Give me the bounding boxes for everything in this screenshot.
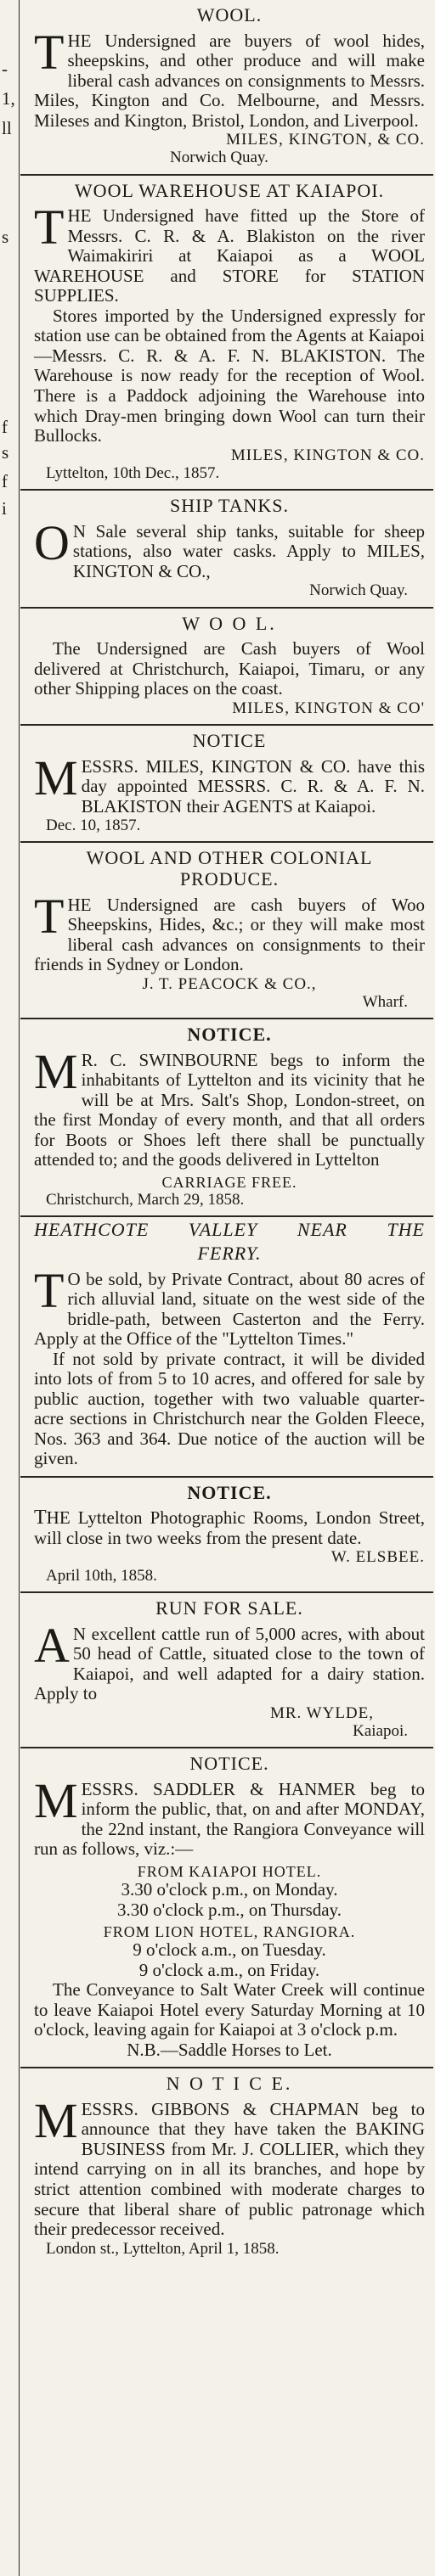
ad-photographic-rooms: [20, 1478, 433, 1593]
ad-signature: J. T. PEACOCK & CO.,: [142, 974, 317, 993]
ad-heading: WOOL WAREHOUSE AT KAIAPOI.: [74, 179, 385, 201]
ad-heading-word: THE: [387, 1219, 425, 1241]
column-fragment: i: [2, 498, 7, 519]
ad-location: Norwich Quay.: [309, 581, 408, 600]
drop-cap: M: [34, 2092, 78, 2148]
drop-cap: T: [34, 199, 65, 255]
timetable-entry: 3.30 o'clock p.m., on Monday.: [121, 1879, 338, 1900]
column-fragment: f: [2, 417, 8, 437]
drop-cap: T: [34, 1262, 65, 1318]
ad-heading-line2: FERRY.: [197, 1243, 262, 1264]
column-fragment: 1,: [2, 88, 15, 109]
ad-colonial-produce: [20, 843, 433, 1019]
ad-body: MESSRS. SADDLER & HANMER beg to inform the public, that, on and after MONDAY, the 22nd instant, the Rangiora Conveyance will run as follows, viz.:—: [34, 1772, 425, 1860]
ad-body: The Undersigned are Cash buyers of Wool delivered at Christchurch, Kaiapoi, Timaru, or any other Shipping places on the coast.: [34, 638, 425, 699]
ad-wool-miles-kington: [20, 0, 433, 176]
ad-heading: WOOL.: [196, 4, 263, 25]
ad-ship-tanks: [20, 491, 433, 608]
ad-heading: N O T I C E.: [166, 2073, 293, 2095]
ad-heading-line2: PRODUCE.: [179, 868, 280, 890]
ad-signature: MILES, KINGTON & CO': [232, 699, 425, 717]
drop-cap: M: [34, 749, 78, 805]
timetable-heading: FROM LION HOTEL, RANGIORA.: [103, 1923, 356, 1941]
ad-heading: SHIP TANKS.: [169, 495, 290, 517]
ad-run-for-sale: [20, 1593, 433, 1748]
ad-body: MESSRS. GIBBONS & CHAPMAN beg to announce that they have taken the BAKING BUSINESS from Mr. J. COLLIER, which they intend carrying on in all its branches, and hope by strict attention combined with moderate charges to secure that liberal share of public patronage which their predecessor received.: [34, 2092, 425, 2240]
column-fragment: s: [2, 442, 9, 463]
ad-wool-warehouse-kaiapoi: [20, 176, 433, 491]
ad-heading: NOTICE.: [187, 1481, 272, 1503]
ad-heading: W O O L.: [182, 612, 277, 634]
ad-body: T O be sold, by Private Contract, about 80 acres of rich alluvial land, situate on the west side of the bridle-path, between Casterton and the Ferry. Apply at the Office of the "Lyttelton Times.": [34, 1262, 425, 1350]
ad-signature: MILES, KINGTON, & CO.: [226, 131, 425, 149]
ad-heading-word: NEAR: [297, 1219, 347, 1241]
ad-body-paragraph: Stores imported by the Undersigned expressly for station use can be obtained from the Agents at Kaiapoi—Messrs. C. R. & A. F. N. BLAKISTON. The Warehouse is now ready for the reception of Wool. There is a Paddock adjoining the Warehouse into which Dray-men bringing down Wool can turn their Bullocks.: [34, 305, 425, 446]
drop-cap: M: [34, 1043, 78, 1099]
ad-heading: NOTICE.: [187, 1024, 272, 1046]
ad-carriage-note: CARRIAGE FREE.: [161, 1173, 297, 1191]
ad-signature: MILES, KINGTON & CO.: [230, 446, 425, 464]
ad-date: Christchurch, March 29, 1858.: [46, 1191, 245, 1209]
ad-wool-cash-buyers: [20, 609, 433, 726]
ad-body: A N excellent cattle run of 5,000 acres, with about 50 head of Cattle, situated close to the town of Kaiapoi, and well adapted for a dairy station. Apply to: [34, 1617, 425, 1704]
timetable-entry: 3.30 o'clock p.m., on Thursday.: [117, 1899, 342, 1920]
column-fragment: ll: [2, 118, 12, 138]
timetable-entry: 9 o'clock a.m., on Friday.: [138, 1959, 320, 1980]
ad-body: THE Undersigned are buyers of wool hides, sheepskins, and other produce and will make liberal cash advances on consignments to Messrs. Miles, Kington and Co. Melbourne, and Messrs. Mileses and Kington, Bristol, London, and Liverpool.: [34, 24, 425, 131]
timetable-heading: FROM KAIAPOI HOTEL.: [137, 1862, 322, 1880]
ad-body-paragraph: The Conveyance to Salt Water Creek will continue to leave Kaiapoi Hotel every Saturday Morning at 10 o'clock, leaving again for Kaiapoi at 3 o'clock p.m.: [34, 1979, 425, 2040]
ad-location: Kaiapoi.: [353, 1721, 408, 1740]
ad-heading: RUN FOR SALE.: [155, 1597, 303, 1619]
ad-signature: MR. WYLDE,: [269, 1703, 374, 1722]
ad-body-paragraph: If not sold by private contract, it will be divided into lots of from 5 to 10 acres, and offered for sale by public auction, together with two valuable quarter-acre sections in Christchurch near the Golden Fleece, Nos. 363 and 364. Due notice of the auction will be given.: [34, 1348, 425, 1469]
ad-body: O N Sale several ship tanks, suitable for sheep stations, also water casks. Apply to MILES, KINGTON & CO.,: [34, 514, 425, 581]
ad-body: THE Undersigned have fitted up the Store of Messrs. C. R. & A. Blakiston on the river Waimakiriri at Kaiapoi as a WOOL WAREHOUSE and STORE for STATION SUPPLIES.: [34, 199, 425, 306]
drop-cap: T: [34, 888, 65, 944]
drop-cap: T: [34, 1507, 47, 1529]
drop-cap: T: [34, 24, 65, 80]
adjacent-column-edge: [0, 0, 20, 2576]
drop-cap: A: [34, 1617, 70, 1673]
timetable-entry: 9 o'clock a.m., on Tuesday.: [133, 1939, 326, 1961]
drop-cap: M: [34, 1772, 78, 1828]
ad-saddler-hanmer: [20, 1748, 433, 2068]
column-fragment: s: [2, 227, 9, 247]
ad-body: M R. C. SWINBOURNE begs to inform the inhabitants of Lyttelton and its vicinity that he will be at Mrs. Salt's Shop, London-street, on the first Monday of every month, and that all orders for Boots or Shoes left there shall be punctually attended to; and the goods delivered in Lyttelton: [34, 1043, 425, 1170]
ad-date: London st., Lyttelton, April 1, 1858.: [46, 2239, 280, 2258]
drop-cap: O: [34, 514, 70, 570]
ad-signature: W. ELSBEE.: [330, 1548, 425, 1567]
ad-gibbons-chapman: [20, 2068, 433, 2265]
ad-date: April 10th, 1858.: [46, 1566, 157, 1585]
ad-heading: NOTICE: [192, 729, 267, 751]
ad-body: T HE Lyttelton Photographic Rooms, London Street, will close in two weeks from the present date.: [34, 1507, 425, 1548]
ad-body: THE Undersigned are cash buyers of Woo Sheepskins, Hides, &c.; or they will make most liberal cash advances on consignments to their friends in Sydney or London.: [34, 888, 425, 975]
ad-notice-agents: [20, 726, 433, 843]
ad-heading: [34, 1220, 425, 1241]
ad-date: Lyttelton, 10th Dec., 1857.: [46, 463, 220, 482]
ad-date: Dec. 10, 1857.: [46, 817, 141, 835]
column-fragment: f: [2, 471, 8, 491]
advertisement-column: [20, 0, 433, 2265]
ad-heading: NOTICE.: [189, 1753, 269, 1775]
ad-note: N.B.—Saddle Horses to Let.: [127, 2039, 332, 2060]
ad-heading-word: HEATHCOTE: [34, 1219, 150, 1241]
ad-heading: WOOL AND OTHER COLONIAL: [86, 847, 373, 869]
ad-location: Wharf.: [362, 992, 408, 1011]
ad-location: Norwich Quay.: [170, 149, 268, 167]
ad-notice-swinbourne: [20, 1019, 433, 1217]
column-fragment: -: [2, 59, 8, 79]
ad-body: MESSRS. MILES, KINGTON & CO. have this day appointed MESSRS. C. R. & A. F. N. BLAKISTON their AGENTS at Kaiapoi.: [34, 749, 425, 817]
ad-heading-word: VALLEY: [188, 1219, 258, 1241]
ad-heathcote-valley: [20, 1217, 433, 1477]
